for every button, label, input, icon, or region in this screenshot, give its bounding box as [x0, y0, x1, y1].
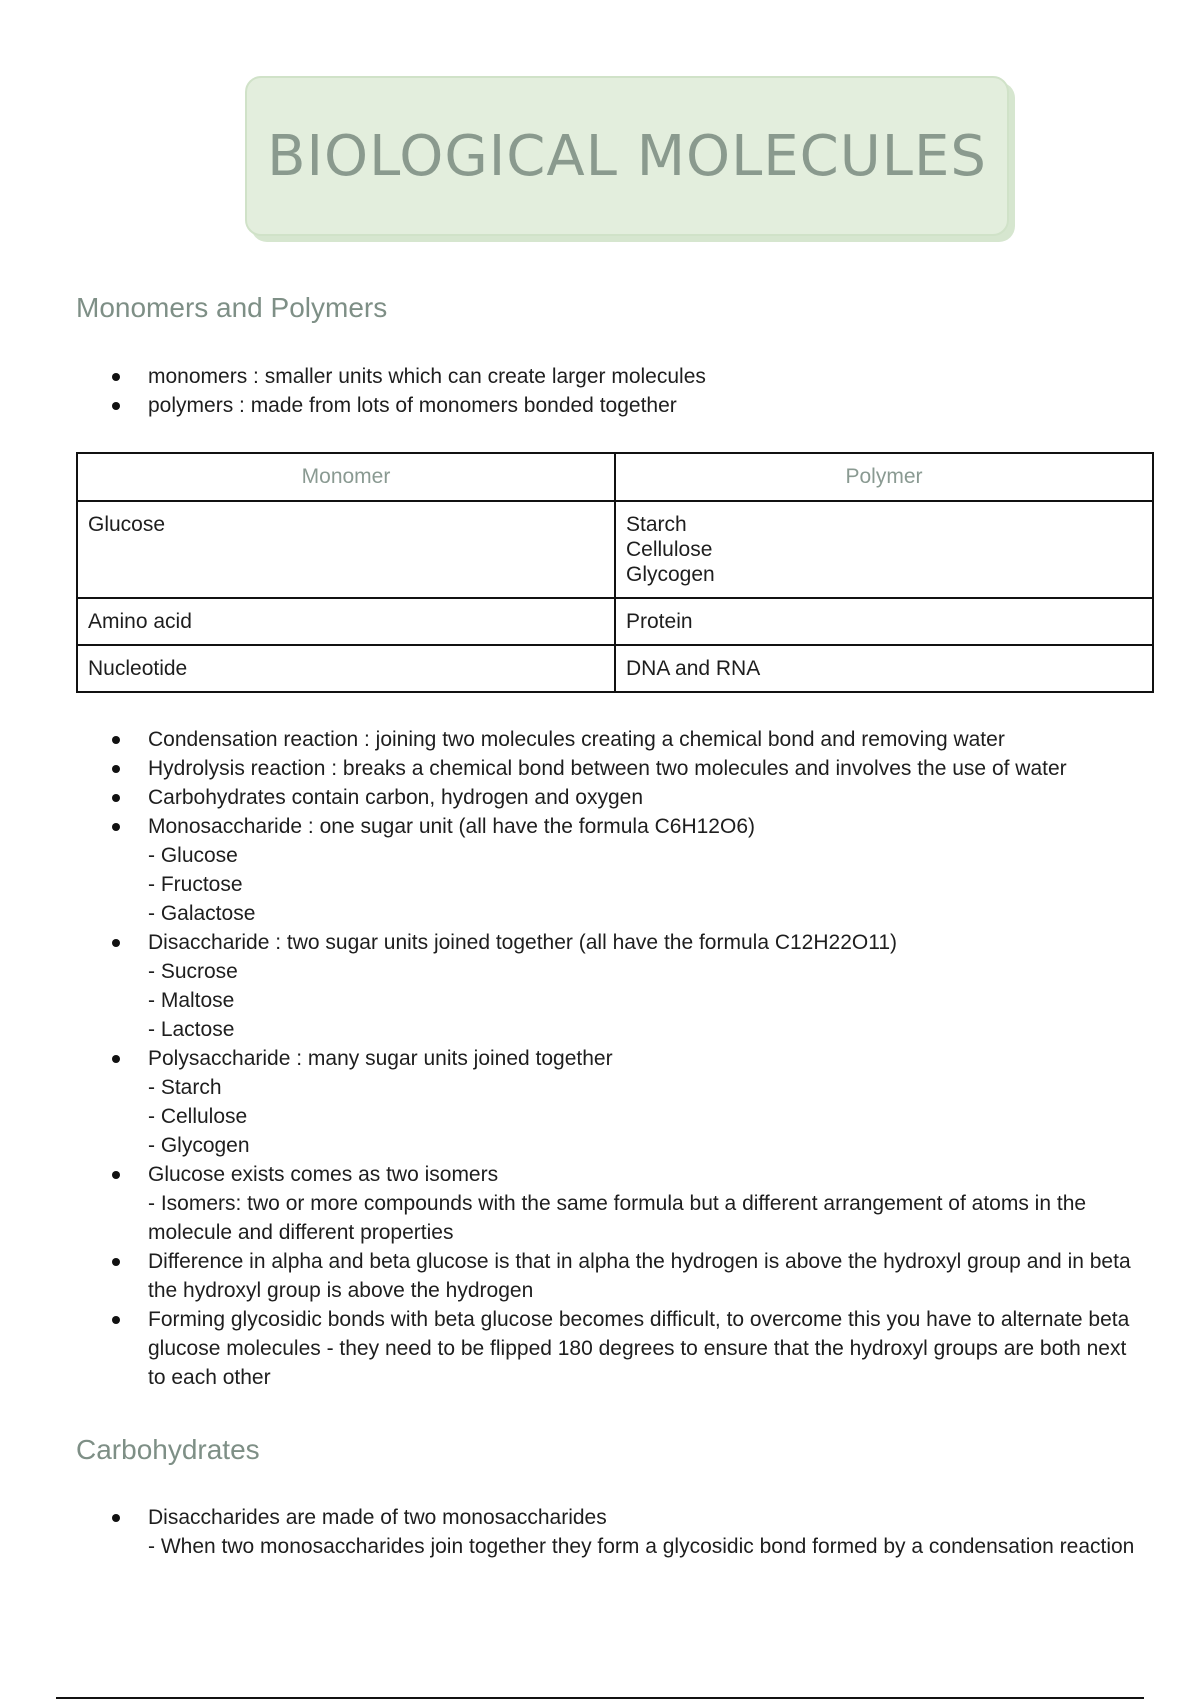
sub-item: - Starch — [148, 1076, 222, 1099]
sub-item: - When two monosaccharides join together they form a glycosidic bond formed by a condensation reaction — [148, 1535, 1135, 1558]
list-item: monomers : smaller units which can create larger molecules — [104, 362, 1144, 391]
bullet-text: Disaccharide : two sugar units joined together (all have the formula C12H22O11) — [148, 931, 898, 954]
bullet-text: Disaccharides are made of two monosaccharides — [148, 1506, 607, 1529]
table-cell-monomer: Glucose — [77, 501, 615, 598]
section-heading-monomers-polymers: Monomers and Polymers — [76, 292, 388, 323]
bullet-text: Condensation reaction : joining two molecules creating a chemical bond and removing water — [148, 728, 1005, 751]
list-item — [104, 1503, 1144, 1561]
list-item — [104, 754, 1144, 783]
polymer-item: Cellulose — [626, 538, 713, 561]
polymer-item: Glycogen — [626, 563, 715, 586]
table-cell-monomer: Nucleotide — [77, 645, 615, 692]
bullet-text: Monosaccharide : one sugar unit (all have the formula C6H12O6) — [148, 815, 755, 838]
list-item — [104, 1160, 1144, 1247]
carbohydrates-bullet-list — [104, 1503, 1144, 1561]
list-item — [104, 1044, 1144, 1160]
page-bottom-rule — [56, 1697, 1144, 1699]
sub-item: - Glycogen — [148, 1134, 250, 1157]
notes-bullet-list — [104, 725, 1144, 1392]
list-item: polymers : made from lots of monomers bonded together — [104, 391, 1144, 420]
list-item — [104, 928, 1144, 1044]
sub-item: - Fructose — [148, 873, 243, 896]
list-item — [104, 812, 1144, 928]
list-item — [104, 1305, 1144, 1392]
list-item — [104, 1247, 1144, 1305]
table-cell-polymer: Protein — [615, 598, 1153, 645]
bullet-text: Glucose exists comes as two isomers — [148, 1163, 499, 1186]
intro-bullet-list — [104, 362, 1144, 420]
bullet-text: Polysaccharide : many sugar units joined together — [148, 1047, 613, 1070]
page-title: BIOLOGICAL MOLECULES — [267, 123, 987, 189]
table-row — [77, 598, 1153, 645]
sub-item: - Cellulose — [148, 1105, 248, 1128]
bullet-text: Difference in alpha and beta glucose is that in alpha the hydrogen is above the hydroxyl group and in beta the hydroxyl group is above the hydrogen — [148, 1250, 1131, 1302]
table-row — [77, 501, 1153, 598]
table-cell-monomer: Amino acid — [77, 598, 615, 645]
sub-item: - Lactose — [148, 1018, 235, 1041]
list-item — [104, 725, 1144, 754]
sub-item: - Galactose — [148, 902, 256, 925]
list-item — [104, 783, 1144, 812]
section-heading-carbohydrates: Carbohydrates — [76, 1434, 260, 1465]
table-cell-polymer: DNA and RNA — [615, 645, 1153, 692]
title-banner — [245, 76, 1009, 236]
bullet-text: Hydrolysis reaction : breaks a chemical bond between two molecules and involves the use of water — [148, 757, 1067, 780]
table-row — [77, 645, 1153, 692]
bullet-text: Carbohydrates contain carbon, hydrogen and oxygen — [148, 786, 643, 809]
column-header-monomer: Monomer — [77, 453, 615, 501]
sub-item: - Maltose — [148, 989, 235, 1012]
sub-item: - Sucrose — [148, 960, 238, 983]
bullet-text: Forming glycosidic bonds with beta glucose becomes difficult, to overcome this you have to alternate beta glucose molecules - they need to be flipped 180 degrees to ensure that the hydroxyl groups are both next to each other — [148, 1308, 1130, 1389]
sub-item: - Isomers: two or more compounds with the same formula but a different arrangement of atoms in the molecule and different properties — [148, 1192, 1087, 1244]
monomer-polymer-table — [76, 452, 1154, 693]
table-cell-polymer — [615, 501, 1153, 598]
sub-item: - Glucose — [148, 844, 238, 867]
polymer-item: Starch — [626, 513, 687, 536]
table-header-row — [77, 453, 1153, 501]
column-header-polymer: Polymer — [615, 453, 1153, 501]
